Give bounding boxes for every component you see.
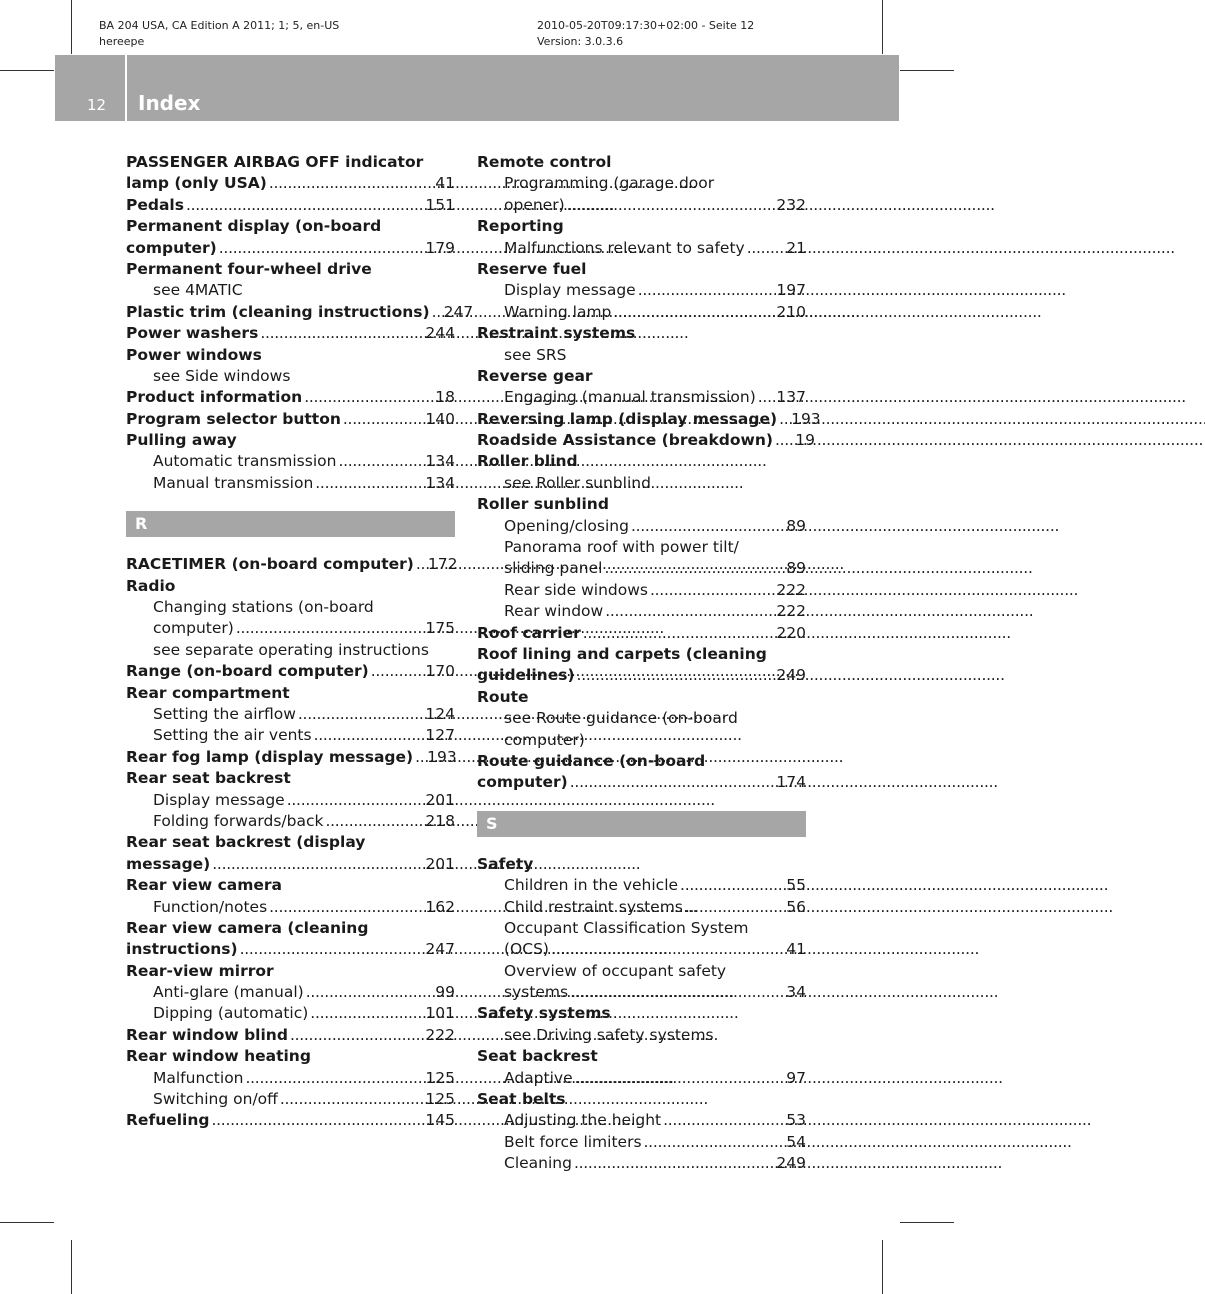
index-subentry bbox=[126, 451, 455, 472]
page-ref: 201 bbox=[425, 854, 455, 873]
page-ref: 134 bbox=[425, 473, 455, 492]
index-subentry bbox=[126, 1003, 455, 1024]
entry-text: Rear compartment bbox=[126, 683, 290, 702]
index-entry bbox=[126, 152, 455, 173]
dot-leader bbox=[210, 1110, 422, 1131]
entry-text: Manual transmission bbox=[153, 473, 314, 492]
index-column-right bbox=[477, 152, 821, 1175]
page-ref: 124 bbox=[425, 704, 455, 723]
index-subentry bbox=[477, 1068, 806, 1089]
dot-leader bbox=[756, 387, 773, 408]
dot-leader bbox=[602, 558, 774, 579]
page-ref: 21 bbox=[786, 238, 806, 257]
index-subentry bbox=[477, 173, 806, 194]
index-entry bbox=[477, 1003, 806, 1024]
page-ref: 41 bbox=[786, 940, 806, 959]
entry-text: Automatic transmission bbox=[153, 452, 337, 471]
page-ref: 53 bbox=[786, 1111, 806, 1130]
entry-text: Seat belts bbox=[477, 1090, 566, 1109]
page-ref: 244 bbox=[425, 324, 455, 343]
entry-text: Engaging (manual transmission) bbox=[504, 388, 756, 407]
page-ref: 99 bbox=[435, 983, 455, 1002]
header-divider bbox=[125, 55, 127, 121]
page-ref: 175 bbox=[425, 619, 455, 638]
entry-text: Roadside Assistance (breakdown) bbox=[477, 431, 773, 450]
index-subentry bbox=[477, 387, 806, 408]
page-ref: 89 bbox=[786, 516, 806, 535]
dot-leader bbox=[267, 897, 421, 918]
dot-leader bbox=[244, 1068, 422, 1089]
index-subentry bbox=[477, 1110, 806, 1131]
print-meta-left-line1: BA 204 USA, CA Edition A 2011; 1; 5, en-US bbox=[99, 19, 340, 32]
dot-leader bbox=[568, 982, 774, 1003]
page-ref: 125 bbox=[425, 1090, 455, 1109]
index-entry bbox=[477, 1089, 806, 1110]
entry-text: Adjusting the height bbox=[504, 1111, 662, 1130]
dot-leader bbox=[336, 451, 421, 472]
index-subentry bbox=[477, 345, 806, 366]
dot-leader bbox=[661, 1110, 774, 1131]
page-ref: 222 bbox=[425, 1025, 455, 1044]
page-ref: 162 bbox=[425, 897, 455, 916]
entry-text: Children in the vehicle bbox=[504, 876, 679, 895]
index-entry bbox=[126, 302, 474, 323]
dot-leader bbox=[678, 875, 774, 896]
index-entry bbox=[126, 768, 455, 789]
entry-text: Reporting bbox=[477, 217, 564, 236]
page-ref: 201 bbox=[425, 790, 455, 809]
page-ref: 218 bbox=[425, 811, 455, 830]
entry-text: Switching on/off bbox=[153, 1090, 278, 1109]
page-ref: 197 bbox=[776, 281, 806, 300]
page-ref: 125 bbox=[425, 1068, 455, 1087]
index-subentry bbox=[126, 473, 455, 494]
index-entry bbox=[477, 854, 806, 875]
dot-leader bbox=[313, 473, 421, 494]
page-ref: 97 bbox=[786, 1068, 806, 1087]
entry-text: Reserve fuel bbox=[477, 259, 587, 278]
dot-leader bbox=[238, 939, 422, 960]
entry-text: message) bbox=[126, 854, 211, 873]
entry-text: see separate operating instructions bbox=[153, 640, 429, 659]
entry-text: Opening/closing bbox=[504, 516, 629, 535]
index-subentry bbox=[477, 516, 806, 537]
index-entry bbox=[126, 259, 455, 280]
crop-mark bbox=[0, 70, 54, 71]
entry-text: Occupant Classification System bbox=[504, 918, 749, 937]
entry-text: see Route guidance (on-board bbox=[504, 709, 738, 728]
page-ref: 89 bbox=[786, 559, 806, 578]
index-subentry bbox=[126, 704, 455, 725]
dot-leader bbox=[210, 854, 421, 875]
entry-text: Pulling away bbox=[126, 431, 237, 450]
index-entry bbox=[126, 832, 455, 853]
entry-text: Malfunction bbox=[153, 1068, 244, 1087]
dot-leader bbox=[777, 409, 787, 430]
dot-leader bbox=[369, 661, 422, 682]
index-entry bbox=[477, 751, 806, 772]
entry-text: Plastic trim (cleaning instructions) bbox=[126, 302, 430, 321]
entry-text: Rear side windows bbox=[504, 580, 648, 599]
index-subentry bbox=[477, 280, 806, 301]
dot-leader bbox=[414, 554, 424, 575]
section-header-r: R bbox=[126, 511, 455, 537]
print-meta-left-line2: hereepe bbox=[99, 35, 145, 48]
dot-leader bbox=[581, 623, 773, 644]
entry-text: Remote control bbox=[477, 153, 612, 171]
dot-leader bbox=[575, 665, 773, 686]
index-subentry bbox=[477, 473, 806, 494]
dot-leader bbox=[323, 811, 421, 832]
entry-text: Program selector button bbox=[126, 409, 341, 428]
index-subentry bbox=[126, 1089, 455, 1110]
page-ref: 222 bbox=[776, 580, 806, 599]
index-entry bbox=[477, 366, 806, 387]
dot-leader bbox=[288, 1025, 421, 1046]
index-entry bbox=[126, 387, 455, 408]
entry-text: (OCS) bbox=[504, 940, 549, 959]
dot-leader bbox=[296, 704, 422, 725]
page-ref: 220 bbox=[776, 623, 806, 642]
index-entry bbox=[126, 216, 455, 237]
page-ref: 247 bbox=[425, 940, 455, 959]
entry-text: see Roller sunblind bbox=[504, 473, 651, 492]
entry-text: Rear-view mirror bbox=[126, 961, 274, 980]
print-meta-right-line2: Version: 3.0.3.6 bbox=[537, 35, 624, 48]
dot-leader bbox=[611, 302, 772, 323]
index-subentry bbox=[477, 939, 806, 960]
dot-leader bbox=[568, 772, 773, 793]
print-meta-right bbox=[537, 18, 754, 50]
index-subentry bbox=[477, 708, 806, 729]
entry-text: Rear view camera bbox=[126, 876, 283, 895]
index-entry bbox=[477, 430, 815, 451]
index-subentry bbox=[477, 580, 806, 601]
entry-text: Route bbox=[477, 687, 529, 706]
index-subentry bbox=[477, 558, 806, 579]
dot-leader bbox=[413, 747, 423, 768]
index-entry bbox=[126, 195, 455, 216]
entry-text: systems bbox=[504, 983, 569, 1002]
index-subentry bbox=[126, 366, 455, 387]
entry-text: Safety systems bbox=[477, 1004, 611, 1023]
page-ref: 140 bbox=[425, 409, 455, 428]
entry-text: Setting the airflow bbox=[153, 704, 296, 723]
crop-mark bbox=[900, 70, 954, 71]
entry-text: Permanent display (on-board bbox=[126, 217, 382, 236]
page-ref: 170 bbox=[425, 662, 455, 681]
index-entry bbox=[126, 173, 455, 194]
index-entry bbox=[126, 554, 458, 575]
entry-text: Restraint systems bbox=[477, 324, 636, 343]
index-entry bbox=[126, 961, 455, 982]
page-header-band bbox=[55, 55, 899, 121]
page-ref: 54 bbox=[786, 1132, 806, 1151]
index-subentry bbox=[477, 961, 806, 982]
index-subentry bbox=[126, 725, 455, 746]
page-ref: 41 bbox=[435, 174, 455, 193]
entry-text: Cleaning bbox=[504, 1154, 572, 1173]
page-ref: 193 bbox=[427, 747, 457, 766]
entry-text: Changing stations (on-board bbox=[153, 598, 374, 617]
index-subentry bbox=[477, 875, 806, 896]
index-subentry bbox=[477, 1153, 806, 1174]
index-entry bbox=[126, 1046, 455, 1067]
entry-text: see 4MATIC bbox=[153, 281, 243, 300]
index-subentry bbox=[477, 1025, 806, 1046]
index-subentry bbox=[477, 1132, 806, 1153]
index-subentry bbox=[126, 811, 455, 832]
index-entry bbox=[477, 644, 806, 665]
index-entry bbox=[126, 345, 455, 366]
index-entry bbox=[126, 430, 455, 451]
page-ref: 174 bbox=[776, 773, 806, 792]
index-entry bbox=[126, 576, 455, 597]
page-ref: 179 bbox=[425, 238, 455, 257]
index-entry bbox=[126, 323, 455, 344]
crop-mark bbox=[900, 1222, 954, 1223]
index-entry bbox=[477, 494, 806, 515]
dot-leader bbox=[217, 238, 422, 259]
index-entry bbox=[126, 1110, 455, 1131]
entry-text: Setting the air vents bbox=[153, 726, 312, 745]
print-meta-right-line1: 2010-05-20T09:17:30+02:00 - Seite 12 bbox=[537, 19, 755, 32]
entry-text: Anti-glare (manual) bbox=[153, 983, 304, 1002]
entry-text: Seat backrest bbox=[477, 1047, 598, 1066]
crop-mark bbox=[71, 0, 72, 54]
dot-leader bbox=[278, 1089, 422, 1110]
page-ref: 193 bbox=[791, 409, 821, 428]
index-entry bbox=[477, 772, 806, 793]
index-entry bbox=[126, 1025, 455, 1046]
page-ref: 222 bbox=[776, 602, 806, 621]
index-entry bbox=[126, 409, 455, 430]
page-ref: 55 bbox=[786, 876, 806, 895]
dot-leader bbox=[683, 897, 774, 918]
entry-text: Dipping (automatic) bbox=[153, 1004, 309, 1023]
index-entry bbox=[477, 152, 806, 173]
page-ref: 210 bbox=[776, 302, 806, 321]
index-subentry bbox=[477, 238, 806, 259]
dot-leader bbox=[648, 580, 772, 601]
index-subentry bbox=[126, 618, 455, 639]
entry-text: Reverse gear bbox=[477, 366, 593, 385]
index-entry bbox=[126, 854, 455, 875]
dot-leader bbox=[285, 790, 422, 811]
dot-leader bbox=[308, 1003, 421, 1024]
dot-leader bbox=[258, 323, 421, 344]
entry-text: guidelines) bbox=[477, 666, 575, 685]
index-entry bbox=[477, 323, 806, 344]
entry-text: Warning lamp bbox=[504, 302, 612, 321]
entry-text: opener) bbox=[504, 195, 565, 214]
page-ref: 56 bbox=[786, 897, 806, 916]
page-ref: 127 bbox=[425, 726, 455, 745]
index-subentry bbox=[477, 601, 806, 622]
index-entry bbox=[126, 747, 455, 768]
entry-text: Panorama roof with power tilt/ bbox=[504, 538, 739, 557]
entry-text: Roof carrier bbox=[477, 623, 581, 642]
entry-text: Roof lining and carpets (cleaning bbox=[477, 644, 767, 663]
entry-text: Belt force limiters bbox=[504, 1132, 642, 1151]
entry-text: PASSENGER AIRBAG OFF indicator bbox=[126, 153, 424, 171]
index-entry bbox=[477, 665, 806, 686]
index-subentry bbox=[126, 640, 455, 661]
dot-leader bbox=[636, 280, 773, 301]
section-header-s: S bbox=[477, 811, 806, 837]
entry-text: Roller sunblind bbox=[477, 495, 609, 514]
dot-leader bbox=[304, 982, 423, 1003]
dot-leader bbox=[642, 1132, 774, 1153]
page-ref: 151 bbox=[425, 195, 455, 214]
entry-text: lamp (only USA) bbox=[126, 174, 267, 193]
page-ref: 232 bbox=[776, 195, 806, 214]
index-entry bbox=[477, 259, 806, 280]
entry-text: Roller blind bbox=[477, 452, 578, 471]
entry-text: Safety bbox=[477, 854, 534, 873]
index-entry bbox=[126, 661, 455, 682]
entry-text: Permanent four-wheel drive bbox=[126, 259, 372, 278]
index-entry bbox=[126, 939, 455, 960]
index-entry bbox=[126, 238, 455, 259]
entry-text: Rear window bbox=[504, 602, 604, 621]
dot-leader bbox=[629, 516, 774, 537]
entry-text: Rear seat backrest (display bbox=[126, 833, 366, 852]
entry-text: Function/notes bbox=[153, 897, 268, 916]
index-entry bbox=[477, 451, 806, 472]
entry-text: Power washers bbox=[126, 324, 259, 343]
index-entry bbox=[477, 216, 806, 237]
index-subentry bbox=[126, 1068, 455, 1089]
dot-leader bbox=[573, 1068, 774, 1089]
index-entry bbox=[477, 409, 821, 430]
entry-text: sliding panel bbox=[504, 559, 603, 578]
index-subentry bbox=[477, 982, 806, 1003]
entry-text: Rear window heating bbox=[126, 1047, 311, 1066]
index-column-left bbox=[126, 152, 474, 1132]
entry-text: Rear seat backrest bbox=[126, 769, 291, 788]
entry-text: Radio bbox=[126, 576, 176, 595]
page-title: Index bbox=[138, 91, 201, 115]
crop-mark bbox=[0, 1222, 54, 1223]
entry-text: computer) bbox=[504, 730, 585, 749]
entry-text: Display message bbox=[504, 281, 636, 300]
entry-text: computer) bbox=[153, 619, 234, 638]
entry-text: Child restraint systems bbox=[504, 897, 683, 916]
entry-text: Power windows bbox=[126, 345, 262, 364]
dot-leader bbox=[234, 618, 422, 639]
entry-text: Rear fog lamp (display message) bbox=[126, 747, 414, 766]
entry-text: Refueling bbox=[126, 1111, 210, 1130]
index-entry bbox=[477, 623, 806, 644]
entry-text: computer) bbox=[477, 773, 568, 792]
index-subentry bbox=[126, 280, 455, 301]
page-ref: 249 bbox=[776, 666, 806, 685]
entry-text: see Driving safety systems bbox=[504, 1025, 714, 1044]
entry-text: Pedals bbox=[126, 195, 184, 214]
page-ref: 137 bbox=[776, 388, 806, 407]
crop-mark bbox=[882, 0, 883, 54]
dot-leader bbox=[773, 430, 783, 451]
index-entry bbox=[477, 1046, 806, 1067]
dot-leader bbox=[341, 409, 422, 430]
dot-leader bbox=[603, 601, 772, 622]
dot-leader bbox=[302, 387, 423, 408]
entry-text: Display message bbox=[153, 790, 285, 809]
dot-leader bbox=[565, 195, 773, 216]
dot-leader bbox=[745, 238, 774, 259]
page-ref: 101 bbox=[425, 1004, 455, 1023]
page-ref: 34 bbox=[786, 983, 806, 1002]
entry-text: Overview of occupant safety bbox=[504, 961, 727, 980]
page-ref: 249 bbox=[776, 1154, 806, 1173]
index-subentry bbox=[126, 982, 455, 1003]
entry-text: see SRS bbox=[504, 345, 567, 364]
entry-text: Product information bbox=[126, 388, 303, 407]
index-entry bbox=[126, 875, 455, 896]
index-subentry bbox=[477, 918, 806, 939]
index-subentry bbox=[477, 195, 806, 216]
dot-leader bbox=[184, 195, 421, 216]
page-number: 12 bbox=[87, 96, 107, 114]
index-subentry bbox=[126, 897, 455, 918]
entry-text: Route guidance (on-board bbox=[477, 751, 706, 770]
dot-leader bbox=[312, 725, 422, 746]
entry-text: RACETIMER (on-board computer) bbox=[126, 555, 414, 574]
crop-mark bbox=[882, 1240, 883, 1294]
entry-text: see Side windows bbox=[153, 366, 291, 385]
index-subentry bbox=[477, 537, 806, 558]
index-subentry bbox=[126, 790, 455, 811]
crop-mark bbox=[71, 1240, 72, 1294]
entry-text: Range (on-board computer) bbox=[126, 662, 369, 681]
dot-leader bbox=[572, 1153, 772, 1174]
page-ref: 145 bbox=[425, 1111, 455, 1130]
entry-text: Reversing lamp (display message) bbox=[477, 409, 778, 428]
entry-text: Rear view camera (cleaning bbox=[126, 918, 369, 937]
dot-leader bbox=[267, 173, 423, 194]
index-entry bbox=[126, 683, 455, 704]
dot-leader bbox=[430, 302, 440, 323]
index-entry bbox=[126, 918, 455, 939]
page-ref: 134 bbox=[425, 452, 455, 471]
index-subentry bbox=[126, 597, 455, 618]
page-ref: 19 bbox=[795, 431, 815, 450]
print-meta-left bbox=[99, 18, 339, 50]
dot-leader bbox=[549, 939, 774, 960]
index-subentry bbox=[477, 302, 806, 323]
entry-text: computer) bbox=[126, 238, 217, 257]
entry-text: Folding forwards/back bbox=[153, 811, 324, 830]
entry-text: instructions) bbox=[126, 940, 238, 959]
page-ref: 247 bbox=[443, 302, 474, 321]
entry-text: Adaptive bbox=[504, 1068, 573, 1087]
entry-text: Malfunctions relevant to safety bbox=[504, 238, 745, 257]
index-subentry bbox=[477, 897, 806, 918]
page-ref: 172 bbox=[427, 555, 458, 574]
entry-text: Rear window blind bbox=[126, 1025, 288, 1044]
index-entry bbox=[477, 687, 806, 708]
entry-text: Programming (garage door bbox=[504, 174, 715, 193]
page-ref: 18 bbox=[435, 388, 455, 407]
index-subentry bbox=[477, 730, 806, 751]
